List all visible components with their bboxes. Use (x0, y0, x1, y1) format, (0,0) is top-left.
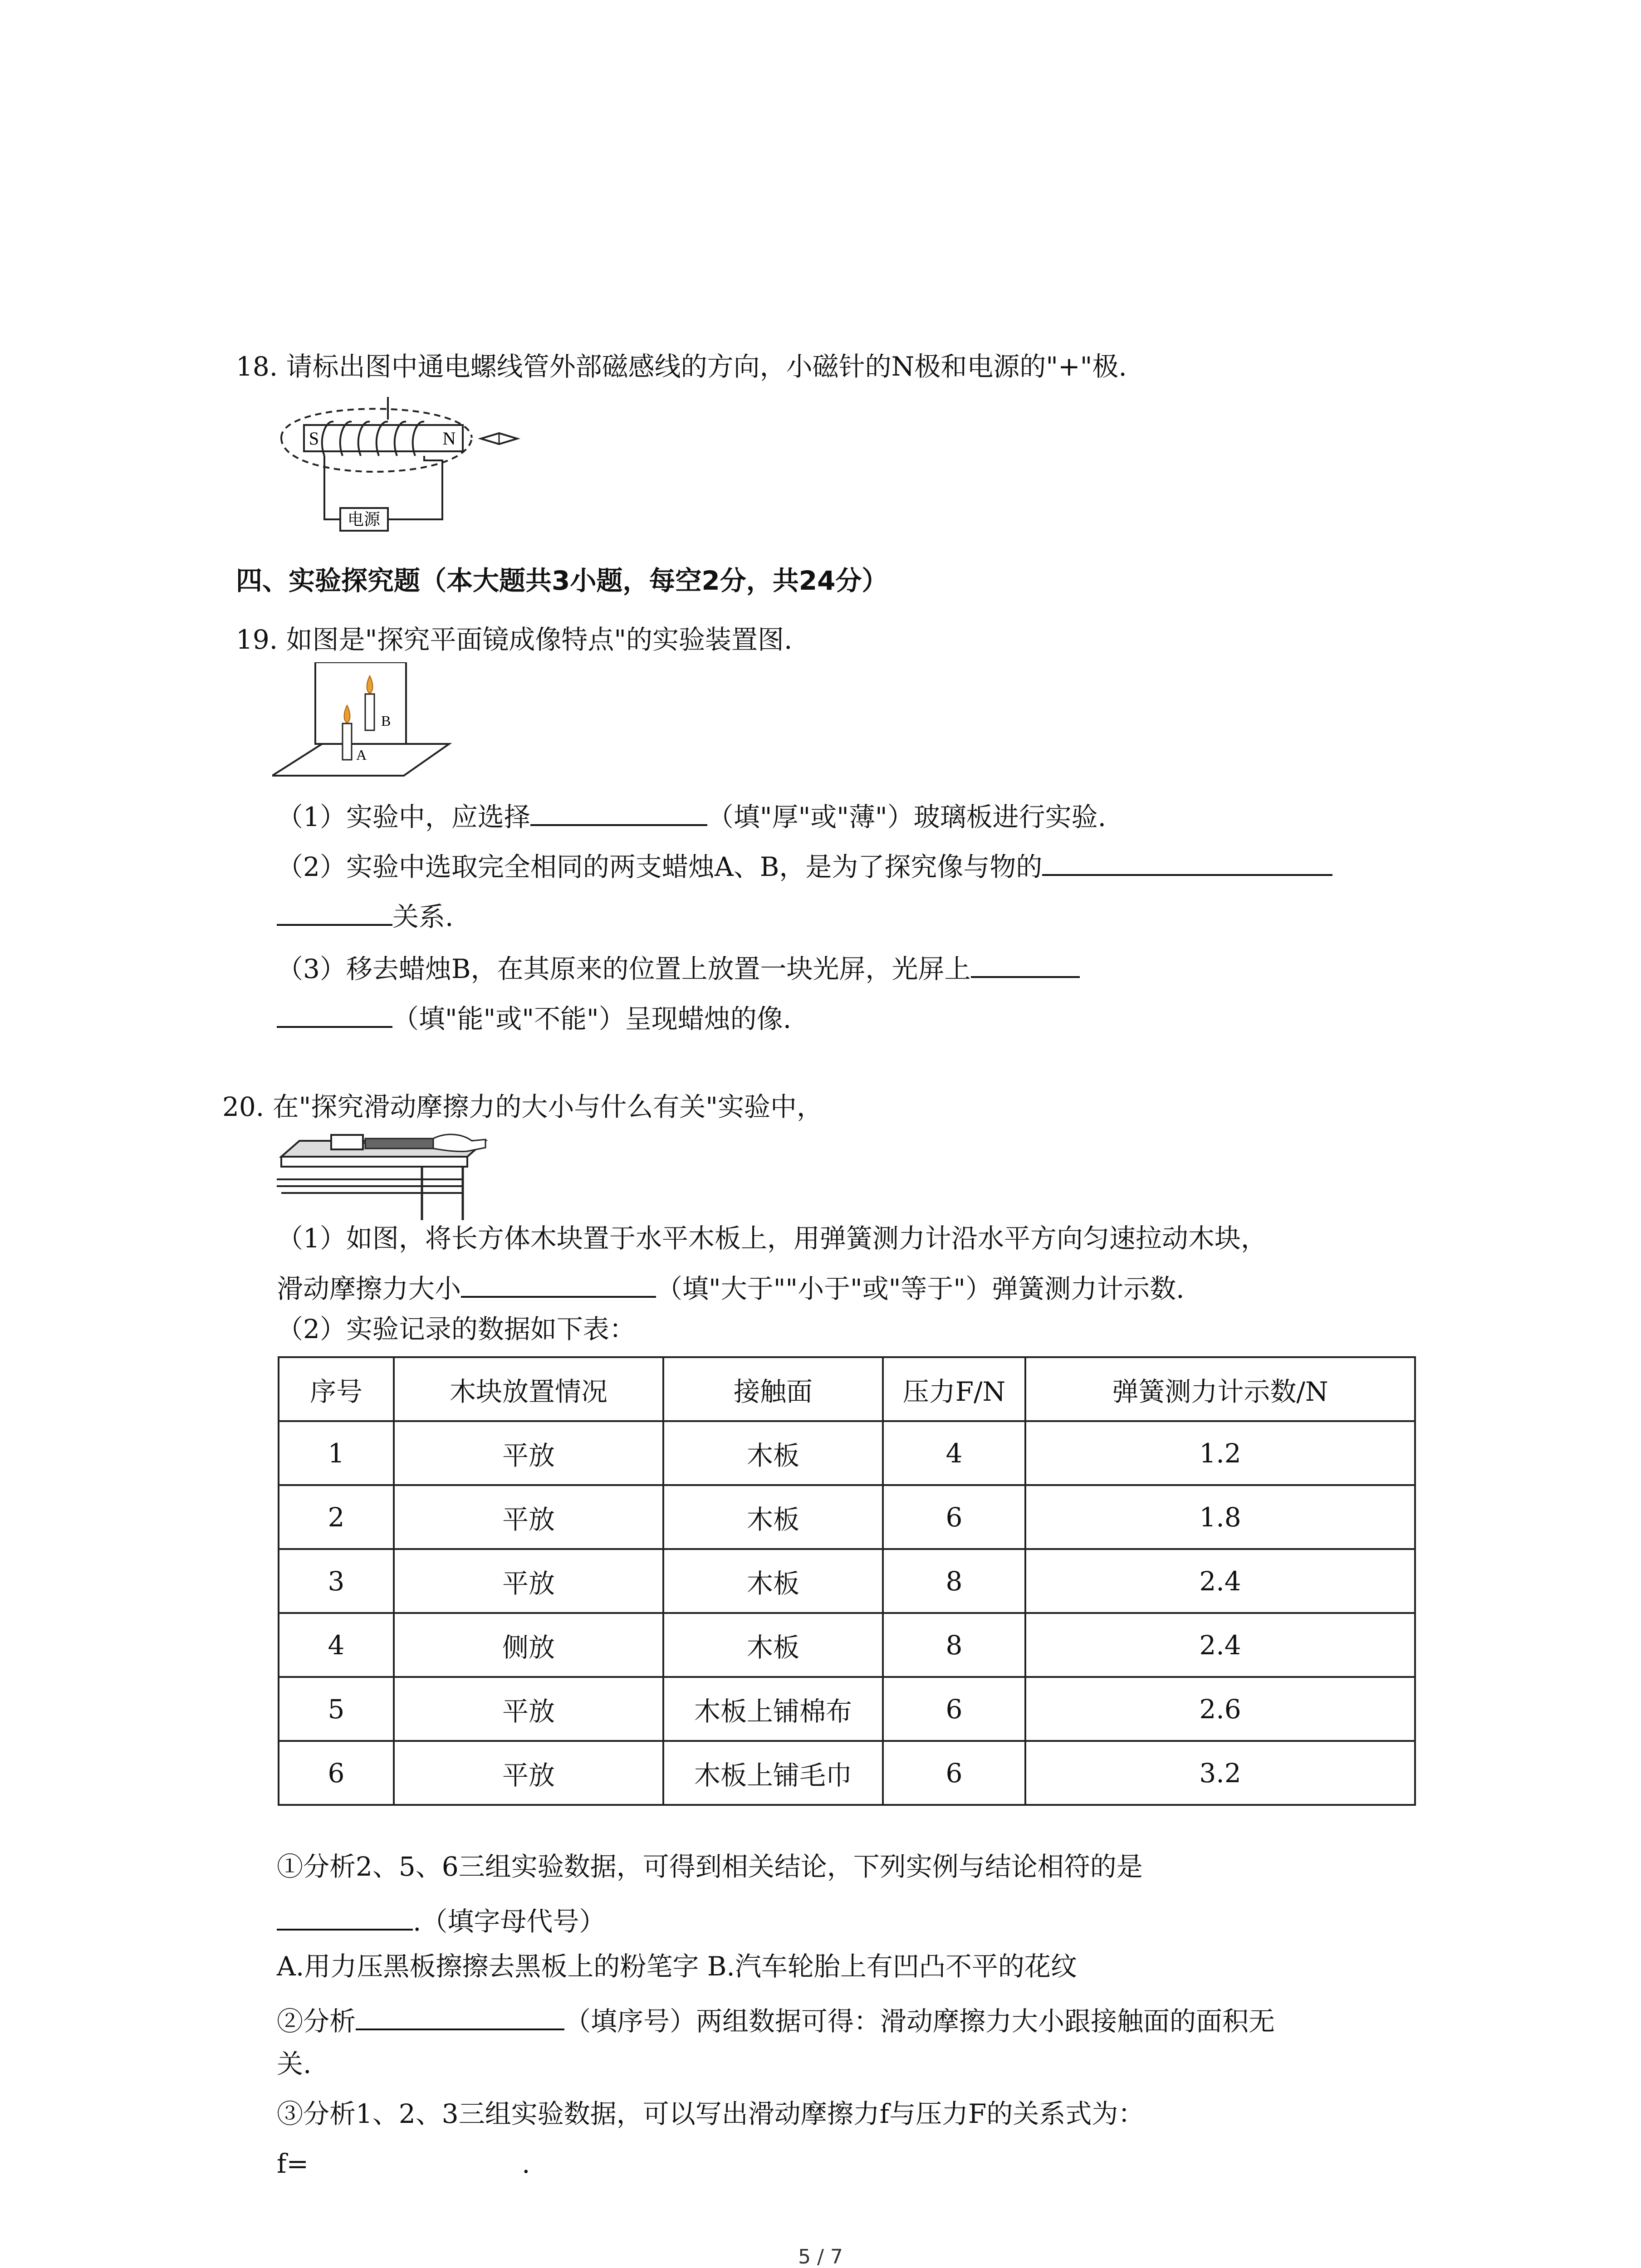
col-header: 压力F/N (883, 1357, 1025, 1421)
table-cell: 平放 (394, 1485, 663, 1549)
q20-part2: （2）实验记录的数据如下表： (277, 1314, 636, 1344)
q19-part2: （2）实验中选取完全相同的两支蜡烛A、B，是为了探究像与物的 (277, 846, 1332, 885)
q19-part2-cont: 关系. (277, 896, 453, 935)
south-pole-label: S (309, 428, 319, 449)
q20-text: 20. 在"探究滑动摩擦力的大小与什么有关"实验中， (222, 1091, 823, 1122)
table-cell: 5 (279, 1677, 394, 1741)
candle-b-label: B (381, 713, 391, 729)
table-cell: 木板 (663, 1421, 883, 1485)
answer-blank[interactable] (530, 796, 707, 826)
q20-conclusion3: ③分析1、2、3三组实验数据，可以写出滑动摩擦力f与压力F的关系式为： (277, 2098, 1145, 2129)
q19-part1: （1）实验中，应选择 （填"厚"或"薄"）玻璃板进行实验. (277, 796, 1106, 835)
table-cell: 平放 (394, 1421, 663, 1485)
table-cell: 6 (883, 1741, 1025, 1805)
q20-conclusion1-cont: .（填字母代号） (277, 1901, 605, 1940)
table-cell: 3.2 (1025, 1741, 1415, 1805)
answer-blank[interactable] (277, 998, 392, 1028)
table-cell: 平放 (394, 1549, 663, 1613)
table-cell: 1.2 (1025, 1421, 1415, 1485)
col-header: 序号 (279, 1357, 394, 1421)
answer-blank[interactable] (277, 1901, 413, 1931)
table-cell: 木板 (663, 1549, 883, 1613)
table-cell: 8 (883, 1613, 1025, 1677)
table-cell: 2.6 (1025, 1677, 1415, 1741)
table-cell: 8 (883, 1549, 1025, 1613)
table-cell: 3 (279, 1549, 394, 1613)
q19-part3-cont: （填"能"或"不能"）呈现蜡烛的像. (277, 998, 791, 1037)
table-cell: 1 (279, 1421, 394, 1485)
q19-text: 19. 如图是"探究平面镜成像特点"的实验装置图. (236, 624, 793, 655)
answer-blank[interactable] (1042, 846, 1332, 876)
table-cell: 木板上铺毛巾 (663, 1741, 883, 1805)
table-row (279, 1421, 1415, 1485)
answer-blank[interactable] (971, 948, 1080, 978)
table-row (279, 1677, 1415, 1741)
q20-options: A.用力压黑板擦擦去黑板上的粉笔字 B.汽车轮胎上有凹凸不平的花纹 (277, 1951, 1077, 1982)
candle-a-label: A (356, 747, 367, 763)
page-number: 5 / 7 (798, 2245, 843, 2268)
q20-part1-cont: 滑动摩擦力大小 （填"大于""小于"或"等于"）弹簧测力计示数. (277, 1268, 1185, 1307)
table-row (279, 1741, 1415, 1805)
table-cell: 平放 (394, 1677, 663, 1741)
table-cell: 平放 (394, 1741, 663, 1805)
table-row (279, 1613, 1415, 1677)
friction-figure (272, 1129, 490, 1220)
table-cell: 2.4 (1025, 1549, 1415, 1613)
col-header: 木块放置情况 (394, 1357, 663, 1421)
q20-conclusion2: ②分析 （填序号）两组数据可得：滑动摩擦力大小跟接触面的面积无 (277, 2000, 1275, 2039)
table-row (279, 1549, 1415, 1613)
q20-conclusion3-cont: f= . (277, 2148, 530, 2179)
mirror-figure (272, 662, 454, 780)
answer-blank[interactable] (461, 1268, 656, 1298)
data-table (278, 1356, 1416, 1806)
table-cell: 木板 (663, 1485, 883, 1549)
q20-conclusion2-cont: 关. (277, 2048, 312, 2079)
section-heading: 四、实验探究题（本大题共3小题，每空2分，共24分） (236, 565, 888, 596)
table-cell: 木板 (663, 1613, 883, 1677)
col-header: 弹簧测力计示数/N (1025, 1357, 1415, 1421)
table-cell: 4 (883, 1421, 1025, 1485)
table-row (279, 1485, 1415, 1549)
q18-text: 18. 请标出图中通电螺线管外部磁感线的方向，小磁针的N极和电源的"+"极. (236, 351, 1127, 382)
table-cell: 6 (883, 1677, 1025, 1741)
table-cell: 6 (279, 1741, 394, 1805)
answer-blank[interactable] (356, 2000, 564, 2030)
table-cell: 6 (883, 1485, 1025, 1549)
table-cell: 侧放 (394, 1613, 663, 1677)
q20-conclusion1: ①分析2、5、6三组实验数据，可得到相关结论，下列实例与结论相符的是 (277, 1851, 1143, 1882)
answer-blank[interactable] (277, 896, 392, 926)
power-label: 电源 (347, 510, 381, 528)
table-cell: 木板上铺棉布 (663, 1677, 883, 1741)
table-cell: 1.8 (1025, 1485, 1415, 1549)
table-cell: 2.4 (1025, 1613, 1415, 1677)
col-header: 接触面 (663, 1357, 883, 1421)
table-cell: 2 (279, 1485, 394, 1549)
q19-part3: （3）移去蜡烛B，在其原来的位置上放置一块光屏，光屏上 (277, 948, 1080, 987)
solenoid-figure (272, 388, 535, 542)
north-pole-label: N (442, 428, 456, 449)
table-cell: 4 (279, 1613, 394, 1677)
q20-part1: （1）如图，将长方体木块置于水平木板上，用弹簧测力计沿水平方向匀速拉动木块， (277, 1223, 1267, 1254)
